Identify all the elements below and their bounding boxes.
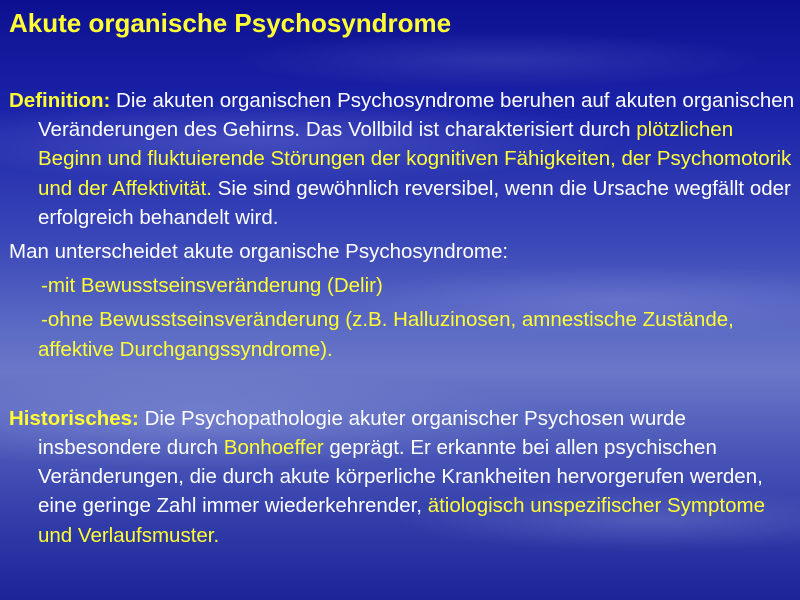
definition-label: Definition: [9, 89, 111, 112]
history-name: Bonhoeffer [223, 436, 324, 460]
slide-content [9, 86, 795, 550]
intro-line: Man unterscheidet akute organische Psychosyndrome: [9, 240, 509, 264]
definition-text-2: Sie sind gewöhnlich reversibel, wenn die Ursache wegfällt oder erfolgreich behandelt wird. [38, 176, 791, 229]
definition-text-1: Die akuten organischen Psychosyndrome beruhen auf akuten organischen Veränderungen des Gehirns. Das Vollbild ist charakterisiert durch [38, 89, 795, 142]
definition-highlight: plötzlichen Beginn und fluktuierende Störungen der kognitiven Fähigkeiten, der Psychomotorik und der Affektivität. [38, 118, 792, 200]
subtype-without-consciousness-change: -ohne Bewusstseinsveränderung (z.B. Halluzinosen, amnestische Zustände, affektive Durchgangssyndrome). [38, 308, 734, 361]
definition-paragraph [9, 86, 795, 232]
history-highlight: ätiologisch unspezifischer Symptome und Verlaufsmuster. [38, 494, 765, 547]
history-text-1: Die Psychopathologie akuter organischer Psychosen wurde insbesondere durch [38, 406, 686, 460]
slide-title: Akute organische Psychosyndrome [9, 8, 452, 38]
history-paragraph [9, 404, 795, 550]
history-label: Historisches: [9, 406, 139, 430]
subtype-delir: -mit Bewusstseinsveränderung (Delir) [41, 274, 383, 298]
history-text-2: geprägt. Er erkannte bei allen psychischen Veränderungen, die durch akute körperliche Krankheiten hervorgerufen werden, eine geringe Zahl immer wiederkehrender, [38, 436, 763, 518]
